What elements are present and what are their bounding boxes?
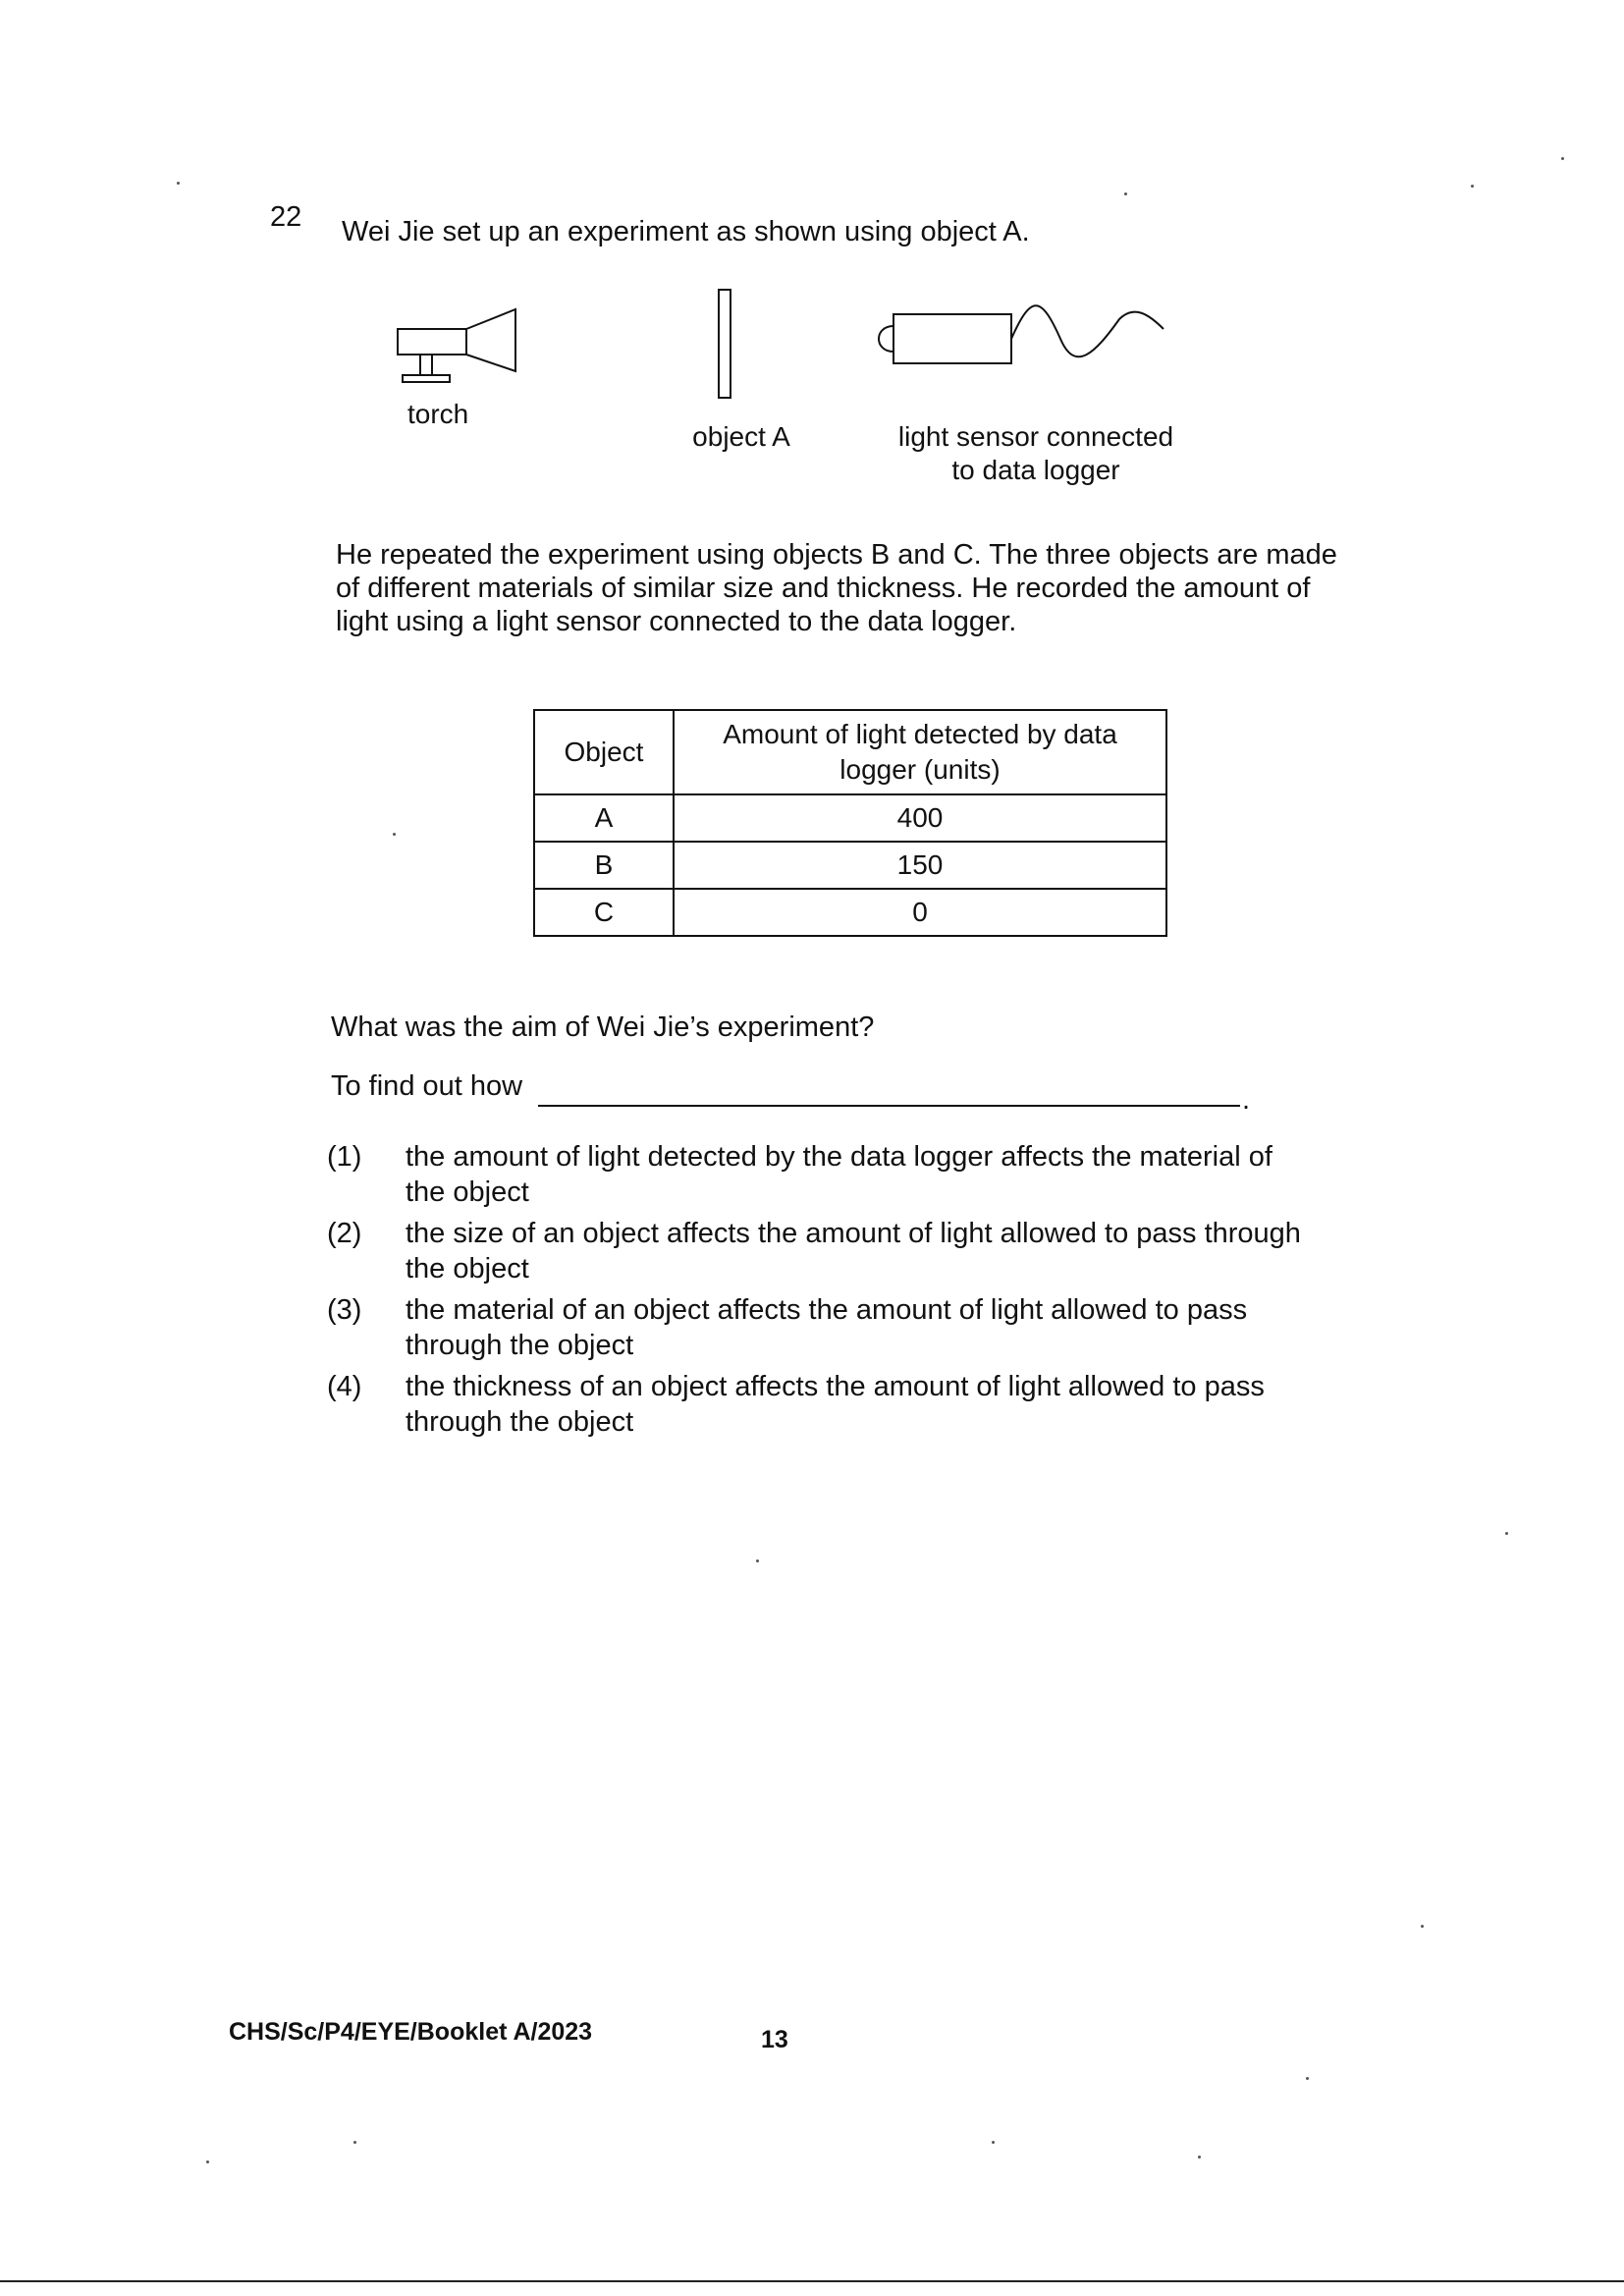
option-number: (3): [327, 1294, 362, 1326]
option-number: (4): [327, 1371, 362, 1402]
option-text: the size of an object affects the amount of light allowed to pass through the object: [406, 1218, 1301, 1285]
scan-speck: [1198, 2156, 1201, 2159]
scan-speck: [1124, 192, 1127, 195]
answer-blank-line: [538, 1105, 1240, 1107]
option-number: (2): [327, 1218, 362, 1249]
torch-icon: [398, 309, 515, 382]
header-amount: Amount of light detected by data logger (units): [674, 710, 1166, 794]
cell-object: C: [534, 889, 674, 936]
table-row: [534, 794, 1166, 842]
scan-speck: [1306, 2077, 1309, 2080]
option-text: the amount of light detected by the data logger affects the material of the object: [406, 1141, 1272, 1208]
cell-amount: 150: [674, 842, 1166, 889]
header-object: Object: [534, 710, 674, 794]
apparatus-diagram: [373, 285, 1218, 511]
footer-booklet-code: CHS/Sc/P4/EYE/Booklet A/2023: [229, 2018, 593, 2046]
scan-speck: [1471, 185, 1474, 188]
scan-speck: [393, 833, 396, 836]
scan-speck: [1421, 1925, 1424, 1928]
question-number: 22: [270, 201, 302, 233]
results-table: [533, 709, 1167, 937]
table-row: [534, 842, 1166, 889]
cell-amount: 400: [674, 794, 1166, 842]
light-sensor-icon: [879, 305, 1164, 363]
object-a-label: object A: [692, 421, 790, 452]
description-paragraph: He repeated the experiment using objects B and C. The three objects are made of different materials of similar size and thickness. He recorded the amount of light using a light sensor connected to the data logger.: [336, 539, 1337, 637]
scan-speck: [1561, 157, 1564, 160]
option-text: the material of an object affects the amount of light allowed to pass through the object: [406, 1294, 1248, 1361]
aim-end-period: .: [1242, 1084, 1251, 1116]
aim-lead-text: To find out how: [331, 1070, 523, 1102]
page-bottom-rule: [0, 2280, 1624, 2282]
scan-speck: [1505, 1532, 1508, 1535]
aim-question: What was the aim of Wei Jie’s experiment?: [331, 1011, 875, 1043]
table-header-row: [534, 710, 1166, 794]
cell-object: A: [534, 794, 674, 842]
table-row: [534, 889, 1166, 936]
question-stem: Wei Jie set up an experiment as shown using object A.: [342, 216, 1030, 247]
page-number: 13: [761, 2026, 788, 2053]
option-number: (1): [327, 1141, 362, 1173]
scan-speck: [353, 2141, 356, 2144]
object-a-shape: [719, 290, 731, 398]
option-text: the thickness of an object affects the amount of light allowed to pass through the object: [406, 1371, 1265, 1438]
scan-speck: [756, 1559, 759, 1562]
scan-speck: [177, 182, 180, 185]
cell-amount: 0: [674, 889, 1166, 936]
cell-object: B: [534, 842, 674, 889]
torch-label: torch: [407, 399, 469, 429]
sensor-label-line2: to data logger: [951, 455, 1120, 485]
scan-speck: [206, 2160, 209, 2163]
sensor-label-line1: light sensor connected: [897, 421, 1174, 452]
scan-speck: [992, 2141, 995, 2144]
